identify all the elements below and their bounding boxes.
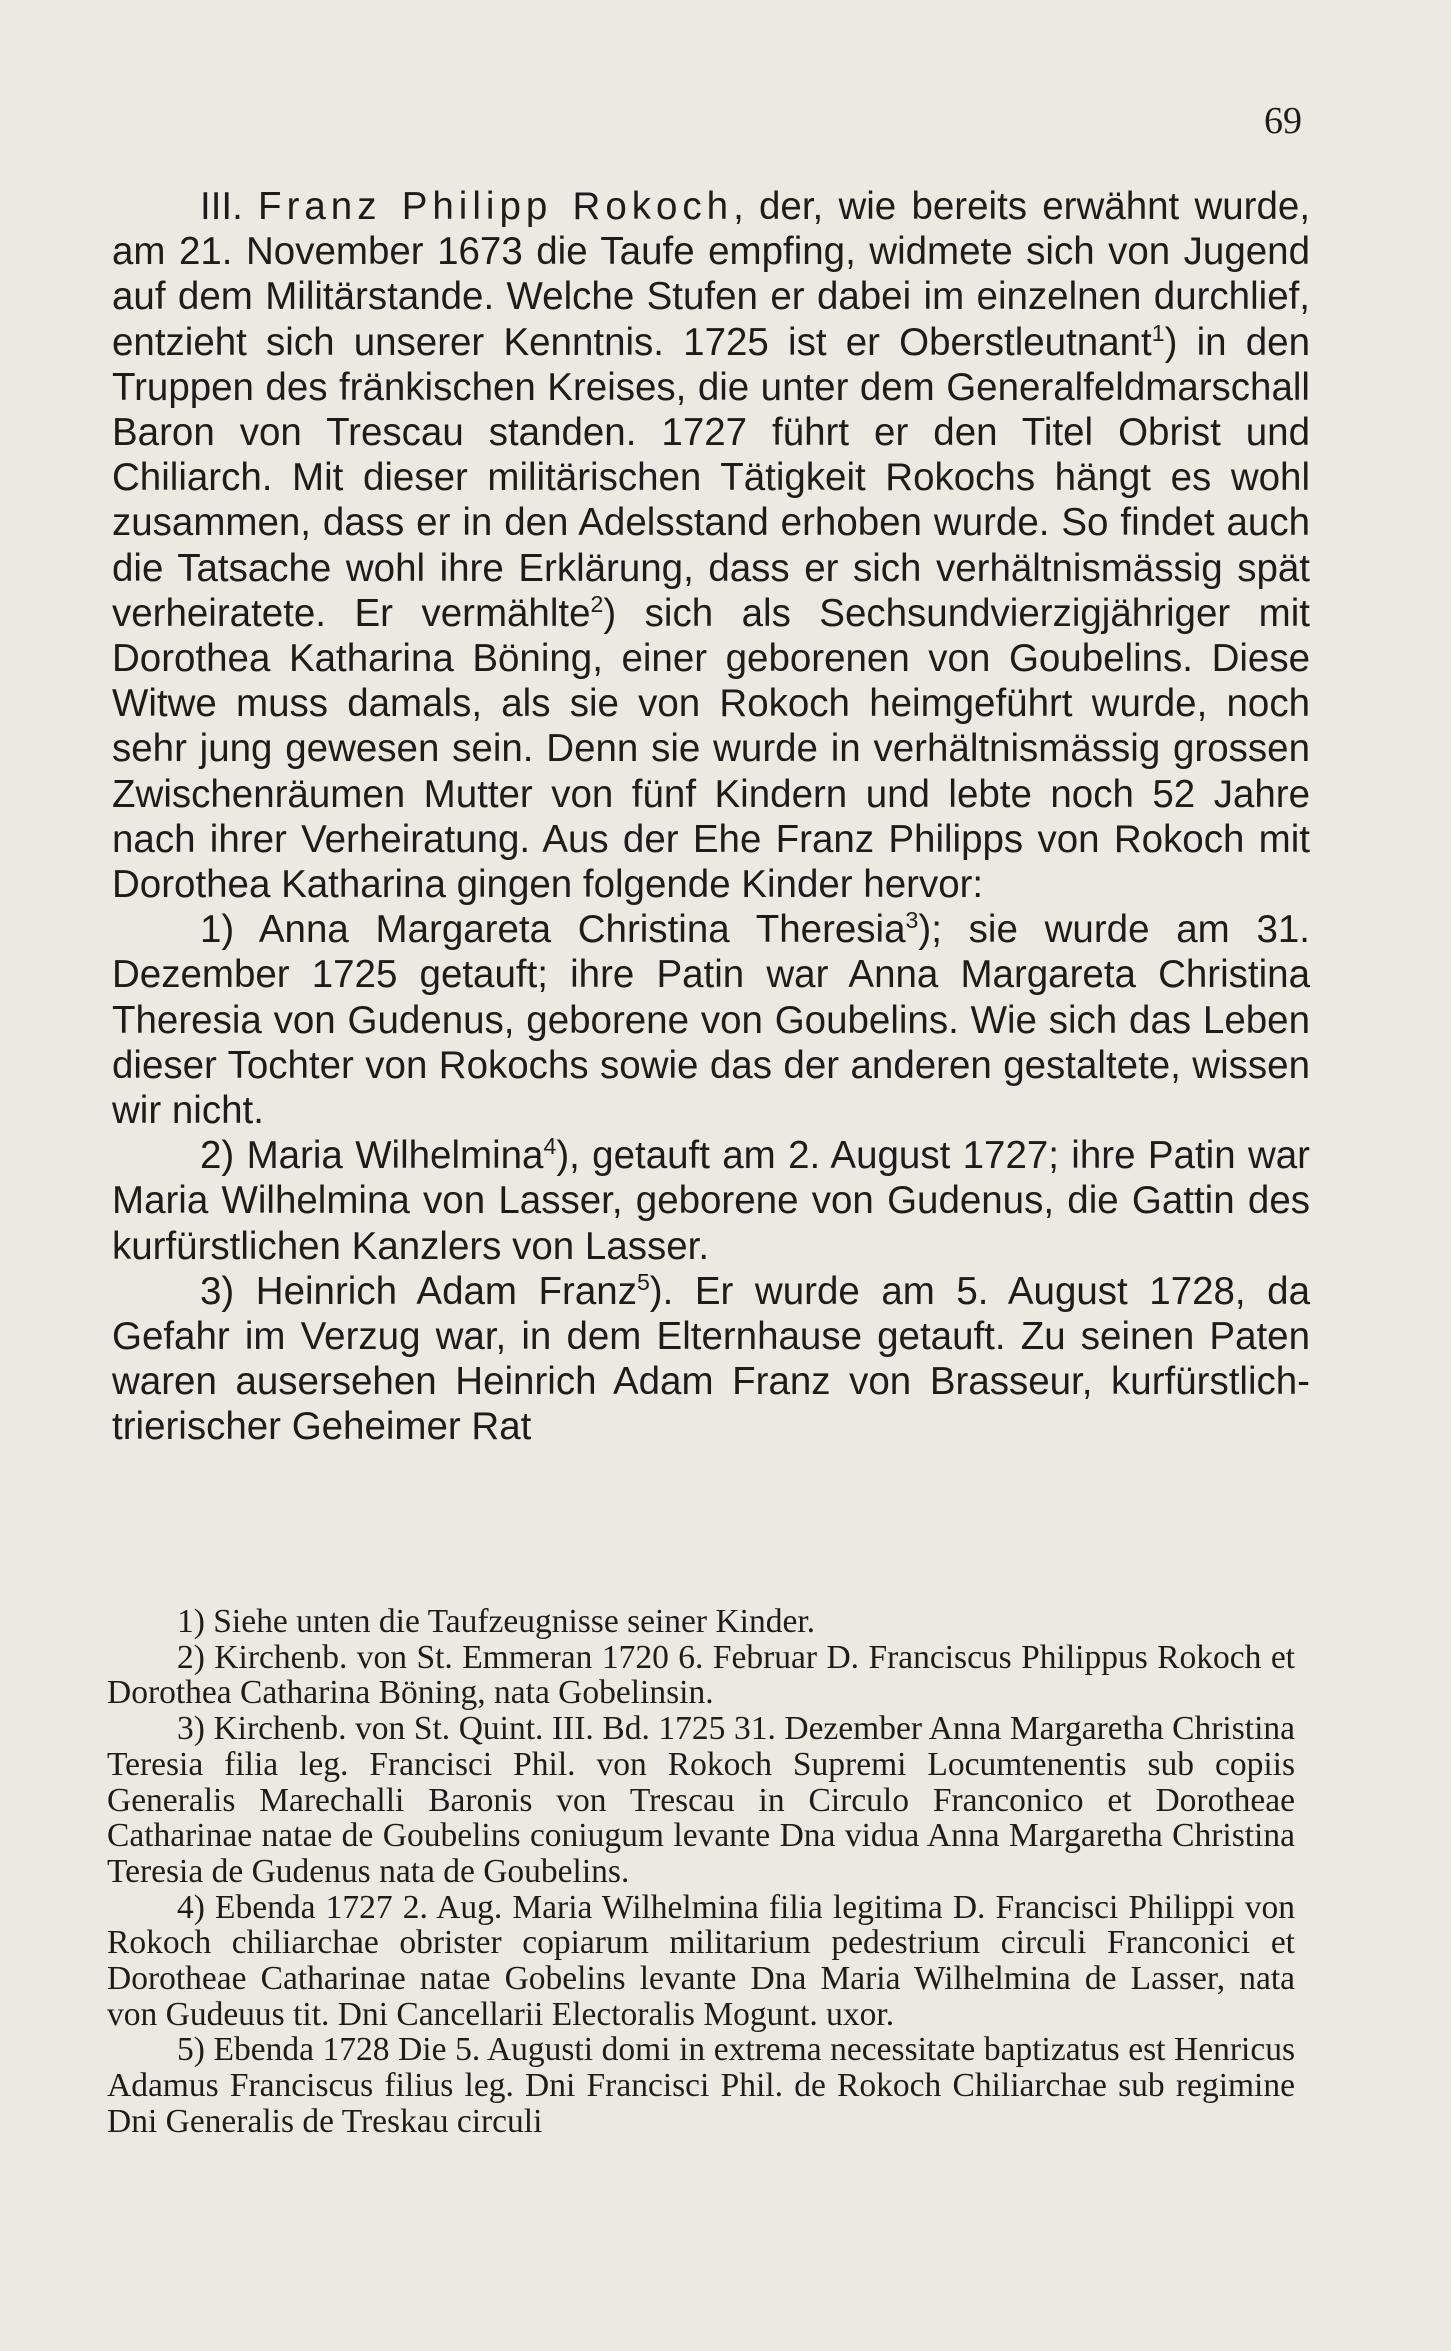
footnote-ref: 4 <box>543 1133 557 1160</box>
footnotes <box>107 1604 1295 2140</box>
footnote-ref: 5 <box>636 1269 650 1296</box>
paragraph-child-1: 1) Anna Margareta Christina Theresia$^3$); sie wurde am 31. Dezember 1725 getauft; ihre Patin war Anna Margareta Christina Theresia von Gudenus, geborene von Goubelins. Wie sich das Leben dieser Tochter von Rokochs sowie das der anderen gestaltete, wissen wir nicht. <box>112 907 1310 1133</box>
footnote: 5) Ebenda 1728 Die 5. Augusti domi in extrema necessitate baptizatus est Henricus Adamus Franciscus filius leg. Dni Francisci Phil. de Rokoch Chiliarchae sub regimine Dni Generalis de Treskau circuli <box>107 2031 1295 2140</box>
footnote-ref: 3 <box>905 907 919 934</box>
section-number: III. <box>200 185 243 228</box>
paragraph-child-2: 2) Maria Wilhelmina$^4$), getauft am 2. August 1727; ihre Patin war Maria Wilhelmina von Lasser, geborene von Gudenus, die Gattin des kurfürstlichen Kanzlers von Lasser. <box>112 1133 1310 1268</box>
main-text <box>112 184 1310 1450</box>
paragraph-franz-philipp: III. Franz Philipp Rokoch, der, wie bereits erwähnt wurde, am 21. November 1673 die Taufe empfing, widmete sich von Jugend auf dem Militärstande. Welche Stufen er dabei im einzelnen durchlief, entzieht sich unserer Kenntnis. 1725 ist er Oberstleutnant$^1$) in den Truppen des fränkischen Kreises, die unter dem Generalfeldmarschall Baron von Trescau standen. 1727 führt er den Titel Obrist und Chiliarch. Mit dieser militärischen Tätigkeit Rokochs hängt es wohl zusammen, dass er in den Adelsstand erhoben wurde. So findet auch die Tatsache wohl ihre Erklärung, dass er sich verhältnismässig spät verheiratete. Er vermählte$^2$) sich als Sechsundvierzigjähriger mit Dorothea Katharina Böning, einer geborenen von Goubelins. Diese Witwe muss damals, als sie von Rokoch heimgeführt wurde, noch sehr jung gewesen sein. Denn sie wurde in verhältnismässig grossen Zwischenräumen Mutter von fünf Kindern und lebte noch 52 Jahre nach ihrer Verheiratung. Aus der Ehe Franz Philipps von Rokoch mit Dorothea Katharina gingen folgende Kinder hervor: <box>112 185 1311 907</box>
page-number: 69 <box>1264 100 1302 142</box>
footnote: 1) Siehe unten die Taufzeugnisse seiner Kinder. <box>177 1603 816 1640</box>
footnote: 2) Kirchenb. von St. Emmeran 1720 6. Februar D. Franciscus Philippus Rokoch et Dorothea Catharina Böning, nata Gobelinsin. <box>107 1638 1295 1712</box>
paragraph-child-3: 3) Heinrich Adam Franz$^5$). Er wurde am 5. August 1728, da Gefahr im Verzug war, in dem Elternhause getauft. Zu seinen Paten waren ausersehen Heinrich Adam Franz von Brasseur, kurfürstlich-trierischer Geheimer Rat <box>112 1269 1310 1449</box>
footnote-ref: 1 <box>1151 319 1165 346</box>
footnote: 4) Ebenda 1727 2. Aug. Maria Wilhelmina filia legitima D. Francisci Philippi von Rokoch chiliarchae obrister copiarum militarium pedestrium circuli Franconici et Dorotheae Catharinae natae Gobelins levante Dna Maria Wilhelmina de Lasser, nata von Gudeuus tit. Dni Cancellarii Electoralis Mogunt. uxor. <box>107 1888 1295 2033</box>
person-name: Franz Philipp Rokoch <box>258 185 734 228</box>
footnote-ref: 2 <box>590 591 604 617</box>
footnote: 3) Kirchenb. von St. Quint. III. Bd. 1725 31. Dezember Anna Margaretha Christina Teresia filia leg. Francisci Phil. von Rokoch Supremi Locumtenentis sub copiis Generalis Marechalli Baronis von Trescau in Circulo Franconico et Dorotheae Catharinae natae de Goubelins coniugum levante Dna vidua Anna Margaretha Christina Teresia de Gudenus nata de Goubelins. <box>107 1710 1295 1890</box>
